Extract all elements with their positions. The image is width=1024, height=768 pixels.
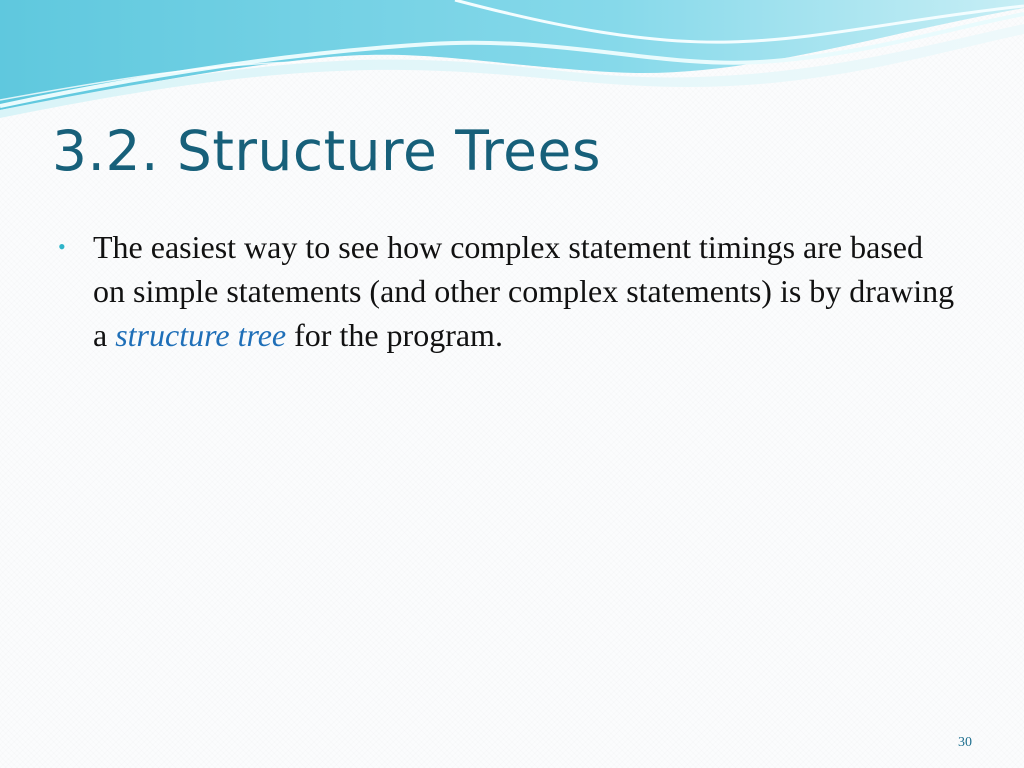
bullet-icon: • (58, 234, 66, 259)
bullet-emphasis: structure tree (115, 317, 287, 353)
bullet-list (58, 225, 958, 357)
slide-title: 3.2. Structure Trees (52, 119, 602, 183)
bullet-item (58, 225, 958, 357)
page-number: 30 (958, 735, 972, 750)
bullet-text-after: for the program. (286, 317, 503, 353)
bullet-text-before: The easiest way to see how complex statement timings are based on simple statements (and other complex statements) is by drawing a (93, 229, 955, 353)
top-wave-decoration (0, 0, 1024, 120)
slide-content (58, 225, 958, 357)
